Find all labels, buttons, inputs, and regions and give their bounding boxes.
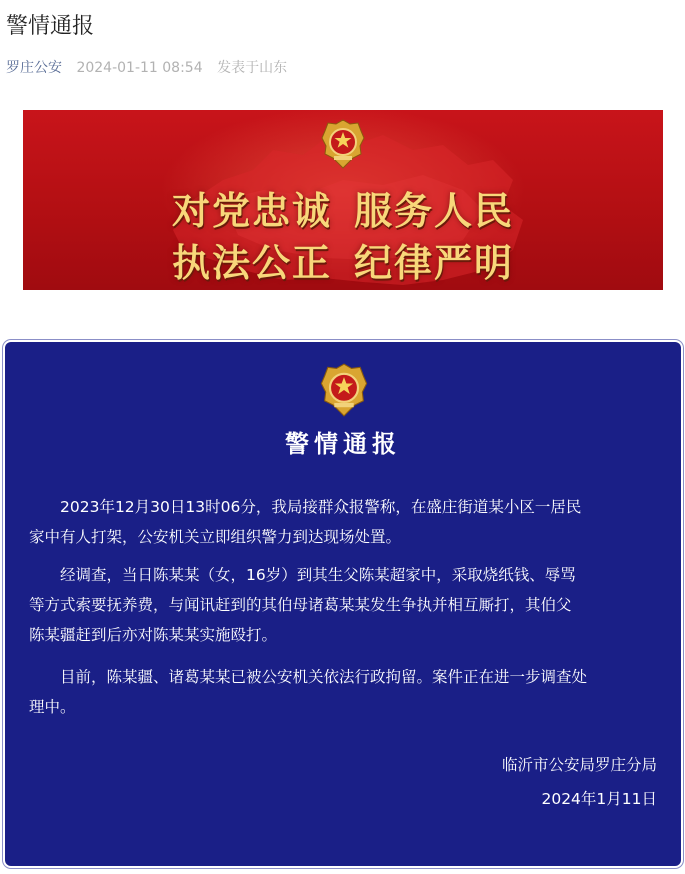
slogan-part: 纪律严明 (354, 240, 515, 285)
slogan-part: 执法公正 (171, 240, 332, 285)
paragraph-line: 理中。 (29, 698, 76, 716)
notice-paragraph (29, 662, 661, 722)
paragraph-line: 目前，陈某疆、诸葛某某已被公安机关依法行政拘留。案件正在进一步调查处 (60, 668, 588, 686)
publish-datetime: 2024-01-11 08:54 (76, 60, 203, 76)
notice-paragraph (29, 560, 661, 650)
notice-heading: 警情通报 (285, 430, 401, 458)
publish-location: 发表于山东 (217, 60, 288, 76)
slogan-part: 对党忠诚 (171, 188, 332, 233)
issuer-signature: 临沂市公安局罗庄分局 (501, 756, 657, 774)
paragraph-line: 陈某疆赶到后亦对陈某某实施殴打。 (29, 626, 278, 644)
paragraph-line: 2023年12月30日13时06分，我局接群众报警称，在盛庄街道某小区一居民 (60, 498, 582, 516)
account-name-link[interactable]: 罗庄公安 (6, 60, 62, 76)
slogan-line-1 (23, 180, 663, 235)
article-meta (6, 58, 287, 78)
issue-date: 2024年1月11日 (541, 790, 657, 808)
notice-paragraph (29, 492, 661, 552)
article-title: 警情通报 (6, 14, 95, 39)
police-emblem-icon (320, 118, 366, 170)
police-notice-card (5, 342, 681, 866)
paragraph-line: 经调查，当日陈某某（女，16岁）到其生父陈某超家中，采取烧纸钱、辱骂 (60, 566, 576, 584)
slogan-part: 服务人民 (354, 188, 515, 233)
slogan-line-2 (23, 232, 663, 287)
slogan-banner-image (23, 110, 663, 290)
paragraph-line: 等方式索要抚养费，与闻讯赶到的其伯母诸葛某某发生争执并相互厮打，其伯父 (29, 596, 572, 614)
police-emblem-icon (319, 362, 369, 418)
paragraph-line: 家中有人打架，公安机关立即组织警力到达现场处置。 (29, 528, 402, 546)
